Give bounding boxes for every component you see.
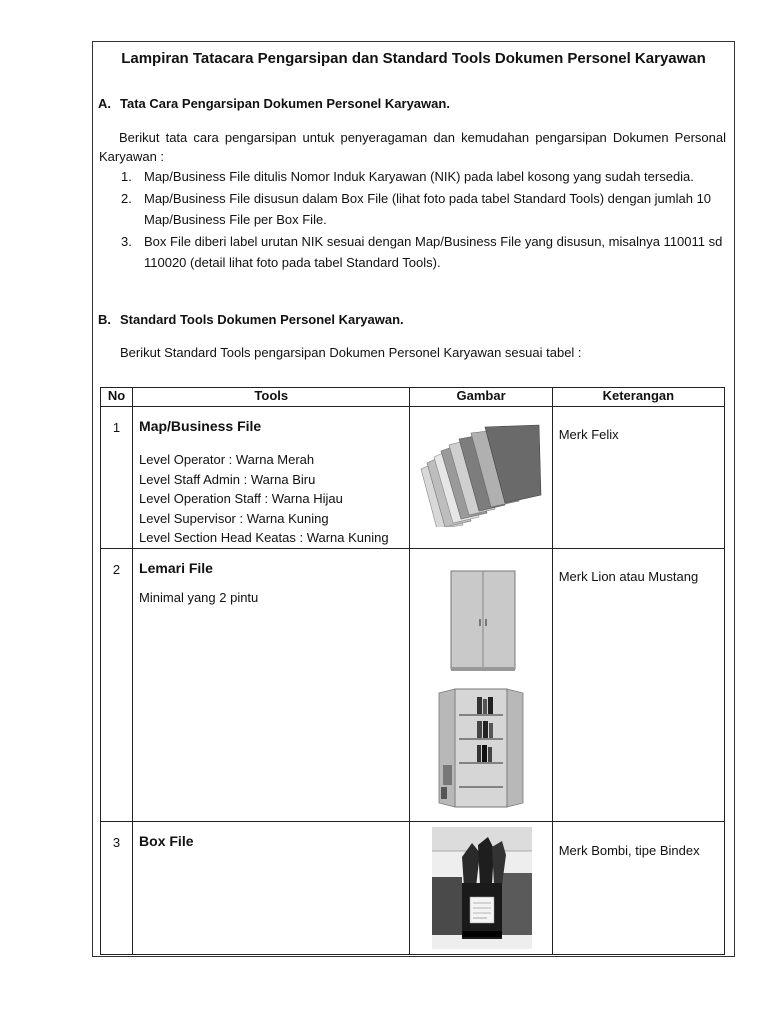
header-tools: Tools [133,388,410,407]
list-item-text: Box File diberi label urutan NIK sesuai dengan Map/Business File yang disusun, misalnya 110011 sd 110020 (detail lihat foto pada tabel Standard Tools). [144,233,723,270]
tool-cell [133,821,410,954]
map-business-file-image [410,407,551,527]
keterangan-cell [552,821,724,954]
section-b-title: Standard Tools Dokumen Personel Karyawan. [120,312,404,327]
image-cell [410,407,552,549]
section-a-intro [99,128,726,166]
image-cell [410,821,552,954]
closed-cabinet-image [410,549,551,673]
tool-line: Minimal yang 2 pintu [139,589,259,605]
tool-description [139,450,409,548]
keterangan-text: Merk Bombi, tipe Bindex [558,842,700,858]
table-row [101,407,725,549]
section-b-letter: B. [98,312,111,327]
row-number: 3 [101,821,133,954]
tool-line: Level Staff Admin : Warna Biru [139,471,316,487]
table-row [101,821,725,954]
document-title: Lampiran Tatacara Pengarsipan dan Standard Tools Dokumen Personel Karyawan [121,50,706,67]
standard-tools-table [100,387,725,955]
header-keterangan: Keterangan [552,388,724,407]
list-item-number: 2. [121,190,132,206]
section-b-heading [98,312,404,327]
header-gambar: Gambar [410,388,552,407]
image-cell [410,548,552,821]
keterangan-cell [552,407,724,549]
keterangan-cell [552,548,724,821]
row-number: 1 [101,407,133,549]
list-item-number: 1. [121,169,132,184]
list-item-number: 3. [121,233,132,249]
list-item-text: Map/Business File disusun dalam Box File (lihat foto pada tabel Standard Tools) dengan jumlah 10 Map/Business File per Box File. [144,190,712,227]
tool-line: Level Supervisor : Warna Kuning [139,510,329,526]
tool-description [139,588,409,608]
open-cabinet-image [410,673,551,813]
tool-line: Level Section Head Keatas : Warna Kuning [139,530,389,545]
section-b-intro: Berikut Standard Tools pengarsipan Dokumen Personel Karyawan sesuai tabel : [120,345,582,360]
section-a-heading [98,96,450,111]
document-page [92,41,735,957]
box-file-image [410,822,551,949]
list-item [117,166,724,188]
tool-name: Box File [139,832,194,849]
tool-line: Level Operation Staff : Warna Hijau [139,491,343,506]
table-row [101,548,725,821]
list-item [117,231,724,274]
section-a-intro-text: Berikut tata cara pengarsipan untuk penyeragaman dan kemudahan pengarsipan Dokumen Personal Karyawan : [99,130,726,164]
list-item-text: Map/Business File ditulis Nomor Induk Karyawan (NIK) pada label kosong yang sudah tersedia. [144,169,694,184]
tool-name: Lemari File [139,559,213,576]
procedure-list [117,166,724,274]
keterangan-text: Merk Felix [558,427,619,442]
list-item [117,188,724,231]
header-no: No [101,388,133,407]
section-a-title: Tata Cara Pengarsipan Dokumen Personel Karyawan. [120,96,450,111]
keterangan-text: Merk Lion atau Mustang [558,568,699,584]
tool-cell [133,407,410,549]
tool-cell [133,548,410,821]
section-a-letter: A. [98,96,111,111]
table-header-row [101,388,725,407]
row-number: 2 [101,548,133,821]
tool-name: Map/Business File [139,418,262,434]
tool-line: Level Operator : Warna Merah [139,452,315,467]
